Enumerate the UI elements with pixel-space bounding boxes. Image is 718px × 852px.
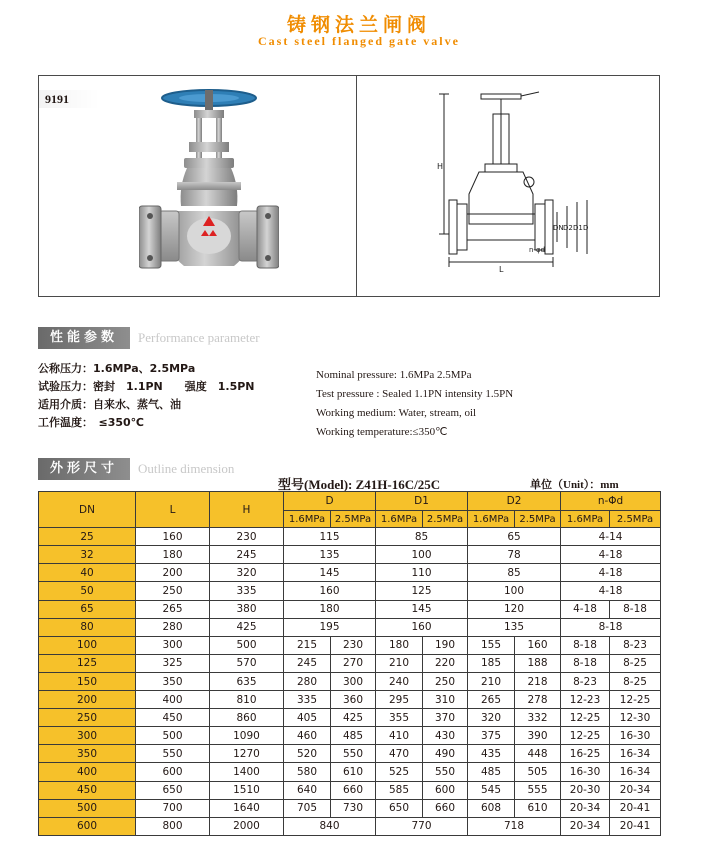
table-cell: 580 [284, 763, 331, 781]
table-cell: 210 [468, 672, 515, 690]
performance-heading-en: Performance parameter [138, 330, 260, 345]
table-cell: 85 [468, 564, 561, 582]
table-cell: 570 [210, 654, 284, 672]
drawing-label-d2: D2 [563, 224, 573, 232]
table-cell: 450 [39, 781, 136, 799]
table-cell: 545 [468, 781, 515, 799]
table-cell: 8-18 [561, 636, 610, 654]
header-pressure: 2.5MPa [515, 511, 561, 528]
table-row [39, 691, 661, 709]
table-cell: 245 [210, 546, 284, 564]
table-cell: 660 [331, 781, 376, 799]
table-cell: 700 [136, 799, 210, 817]
table-cell: 8-18 [610, 600, 661, 618]
table-cell: 125 [376, 582, 468, 600]
table-cell: 705 [284, 799, 331, 817]
table-cell: 200 [136, 564, 210, 582]
table-cell: 160 [515, 636, 561, 654]
product-figure [38, 75, 660, 297]
table-cell: 448 [515, 745, 561, 763]
header-l: L [136, 492, 210, 528]
table-row [39, 654, 661, 672]
table-cell: 335 [210, 582, 284, 600]
table-cell: 800 [136, 817, 210, 835]
table-cell: 16-30 [610, 727, 661, 745]
table-cell: 505 [515, 763, 561, 781]
table-cell: 430 [423, 727, 468, 745]
table-cell: 25 [39, 528, 136, 546]
table-cell: 300 [136, 636, 210, 654]
table-cell: 300 [39, 727, 136, 745]
table-cell: 20-34 [561, 817, 610, 835]
table-cell: 20-34 [610, 781, 661, 799]
table-cell: 380 [210, 600, 284, 618]
table-cell: 8-18 [561, 618, 661, 636]
table-row [39, 763, 661, 781]
table-cell: 350 [39, 745, 136, 763]
table-cell: 16-34 [610, 763, 661, 781]
table-cell: 115 [284, 528, 376, 546]
table-cell: 215 [284, 636, 331, 654]
table-cell: 300 [331, 672, 376, 690]
table-cell: 12-23 [561, 691, 610, 709]
performance-cn [38, 360, 255, 432]
table-cell: 155 [468, 636, 515, 654]
table-cell: 4-18 [561, 564, 661, 582]
valve-photo [139, 86, 279, 291]
title-cn: 铸钢法兰闸阀 [286, 14, 431, 36]
table-cell: 310 [423, 691, 468, 709]
table-cell: 608 [468, 799, 515, 817]
table-cell: 4-14 [561, 528, 661, 546]
table-cell: 325 [136, 654, 210, 672]
table-cell: 400 [136, 691, 210, 709]
table-cell: 125 [39, 654, 136, 672]
table-cell: 4-18 [561, 582, 661, 600]
table-cell: 610 [331, 763, 376, 781]
table-cell: 280 [136, 618, 210, 636]
table-cell: 180 [376, 636, 423, 654]
table-cell: 100 [39, 636, 136, 654]
header-d2: D2 [468, 492, 561, 511]
table-cell: 520 [284, 745, 331, 763]
drawing-label-dn: DN [553, 224, 564, 232]
table-cell: 280 [284, 672, 331, 690]
table-cell: 78 [468, 546, 561, 564]
table-cell: 350 [136, 672, 210, 690]
table-cell: 265 [468, 691, 515, 709]
header-pressure: 1.6MPa [284, 511, 331, 528]
table-cell: 600 [136, 763, 210, 781]
table-cell: 860 [210, 709, 284, 727]
table-row [39, 672, 661, 690]
table-cell: 8-23 [610, 636, 661, 654]
table-cell: 200 [39, 691, 136, 709]
table-cell: 8-25 [610, 672, 661, 690]
table-cell: 250 [39, 709, 136, 727]
table-cell: 16-25 [561, 745, 610, 763]
table-cell: 65 [468, 528, 561, 546]
table-cell: 2000 [210, 817, 284, 835]
table-cell: 355 [376, 709, 423, 727]
table-row [39, 817, 661, 835]
table-cell: 500 [210, 636, 284, 654]
table-cell: 555 [515, 781, 561, 799]
table-cell: 12-30 [610, 709, 661, 727]
table-cell: 370 [423, 709, 468, 727]
table-cell: 160 [376, 618, 468, 636]
header-h: H [210, 492, 284, 528]
table-row [39, 636, 661, 654]
table-cell: 188 [515, 654, 561, 672]
table-cell: 460 [284, 727, 331, 745]
performance-cn-line: 公称压力：1.6MPa、2.5MPa [38, 362, 196, 375]
table-cell: 135 [468, 618, 561, 636]
table-cell: 600 [39, 817, 136, 835]
table-cell: 8-25 [610, 654, 661, 672]
header-pressure: 1.6MPa [376, 511, 423, 528]
table-cell: 405 [284, 709, 331, 727]
table-cell: 20-41 [610, 799, 661, 817]
table-cell: 500 [39, 799, 136, 817]
table-cell: 150 [39, 672, 136, 690]
header-pressure: 1.6MPa [468, 511, 515, 528]
table-cell: 375 [468, 727, 515, 745]
performance-en-line: Working temperature:≤350℃ [316, 426, 448, 438]
drawing-label-nphid: n-φd [529, 246, 546, 254]
table-cell: 1090 [210, 727, 284, 745]
model-code: 9191 [39, 90, 99, 108]
table-cell: 410 [376, 727, 423, 745]
table-row [39, 618, 661, 636]
drawing-label-h: H [437, 162, 444, 171]
table-cell: 190 [423, 636, 468, 654]
table-row [39, 727, 661, 745]
table-cell: 500 [136, 727, 210, 745]
table-cell: 4-18 [561, 546, 661, 564]
table-cell: 770 [376, 817, 468, 835]
table-cell: 550 [331, 745, 376, 763]
table-row [39, 600, 661, 618]
performance-en [316, 366, 513, 442]
table-cell: 390 [515, 727, 561, 745]
performance-cn-line: 适用介质：自来水、蒸气、油 [38, 398, 181, 411]
table-cell: 8-23 [561, 672, 610, 690]
table-cell: 16-30 [561, 763, 610, 781]
table-cell: 145 [376, 600, 468, 618]
performance-en-line: Test pressure : Sealed 1.1PN intensity 1.5PN [316, 388, 514, 400]
dimension-table [38, 491, 661, 836]
table-cell: 50 [39, 582, 136, 600]
table-cell: 85 [376, 528, 468, 546]
table-cell: 485 [331, 727, 376, 745]
table-cell: 110 [376, 564, 468, 582]
performance-cn-line: 工作温度： ≤350℃ [38, 416, 144, 429]
table-cell: 635 [210, 672, 284, 690]
table-cell: 4-18 [561, 600, 610, 618]
table-cell: 220 [423, 654, 468, 672]
header-pressure: 2.5MPa [610, 511, 661, 528]
table-row [39, 582, 661, 600]
table-cell: 12-25 [561, 727, 610, 745]
table-cell: 490 [423, 745, 468, 763]
table-cell: 145 [284, 564, 376, 582]
table-cell: 240 [376, 672, 423, 690]
table-cell: 335 [284, 691, 331, 709]
table-cell: 485 [468, 763, 515, 781]
table-cell: 1510 [210, 781, 284, 799]
table-cell: 32 [39, 546, 136, 564]
table-cell: 8-18 [561, 654, 610, 672]
table-cell: 180 [136, 546, 210, 564]
table-cell: 120 [468, 600, 561, 618]
table-cell: 180 [284, 600, 376, 618]
drawing-label-l: L [499, 265, 504, 274]
table-cell: 135 [284, 546, 376, 564]
header-d1: D1 [376, 492, 468, 511]
performance-heading-cn: 性能参数 [38, 327, 130, 349]
header-pressure: 1.6MPa [561, 511, 610, 528]
outline-heading-en: Outline dimension [138, 461, 235, 476]
table-row [39, 781, 661, 799]
table-cell: 1400 [210, 763, 284, 781]
table-cell: 250 [136, 582, 210, 600]
performance-en-line: Nominal pressure: 1.6MPa 2.5MPa [316, 369, 472, 381]
table-cell: 1270 [210, 745, 284, 763]
table-cell: 218 [515, 672, 561, 690]
title-en: Cast steel flanged gate valve [258, 34, 460, 48]
table-cell: 20-41 [610, 817, 661, 835]
drawing-label-d1: D1 [573, 224, 583, 232]
table-cell: 470 [376, 745, 423, 763]
table-cell: 12-25 [561, 709, 610, 727]
table-cell: 160 [284, 582, 376, 600]
table-row [39, 745, 661, 763]
table-cell: 660 [423, 799, 468, 817]
table-cell: 450 [136, 709, 210, 727]
table-cell: 1640 [210, 799, 284, 817]
table-cell: 425 [331, 709, 376, 727]
table-cell: 40 [39, 564, 136, 582]
figure-divider [356, 76, 357, 296]
table-cell: 360 [331, 691, 376, 709]
table-cell: 600 [423, 781, 468, 799]
table-cell: 400 [39, 763, 136, 781]
header-dn: DN [39, 492, 136, 528]
drawing-label-d: D [583, 224, 589, 232]
table-row [39, 799, 661, 817]
table-cell: 550 [423, 763, 468, 781]
valve-drawing [429, 84, 629, 289]
table-cell: 650 [376, 799, 423, 817]
performance-en-line: Working medium: Water, stream, oil [316, 407, 477, 419]
outline-heading-cn: 外形尺寸 [38, 458, 130, 480]
table-cell: 12-25 [610, 691, 661, 709]
table-cell: 185 [468, 654, 515, 672]
table-cell: 278 [515, 691, 561, 709]
table-row [39, 528, 661, 546]
performance-cn-line: 试验压力：密封 1.1PN 强度 1.5PN [38, 380, 255, 393]
table-cell: 840 [284, 817, 376, 835]
header-pressure: 2.5MPa [423, 511, 468, 528]
table-cell: 65 [39, 600, 136, 618]
header-n-phid: n-Φd [561, 492, 661, 511]
table-cell: 270 [331, 654, 376, 672]
table-cell: 295 [376, 691, 423, 709]
table-cell: 585 [376, 781, 423, 799]
model-label: 型号(Model): Z41H-16C/25C [278, 477, 441, 492]
table-cell: 810 [210, 691, 284, 709]
table-cell: 230 [210, 528, 284, 546]
table-cell: 245 [284, 654, 331, 672]
table-cell: 640 [284, 781, 331, 799]
table-cell: 160 [136, 528, 210, 546]
table-cell: 100 [468, 582, 561, 600]
table-row [39, 564, 661, 582]
table-cell: 210 [376, 654, 423, 672]
table-cell: 525 [376, 763, 423, 781]
table-cell: 100 [376, 546, 468, 564]
table-cell: 332 [515, 709, 561, 727]
table-cell: 195 [284, 618, 376, 636]
table-cell: 16-34 [610, 745, 661, 763]
table-cell: 320 [210, 564, 284, 582]
table-cell: 730 [331, 799, 376, 817]
table-cell: 80 [39, 618, 136, 636]
table-cell: 650 [136, 781, 210, 799]
table-cell: 20-34 [561, 799, 610, 817]
table-cell: 718 [468, 817, 561, 835]
table-cell: 20-30 [561, 781, 610, 799]
table-cell: 320 [468, 709, 515, 727]
table-cell: 230 [331, 636, 376, 654]
header-pressure: 2.5MPa [331, 511, 376, 528]
table-cell: 425 [210, 618, 284, 636]
table-cell: 265 [136, 600, 210, 618]
table-cell: 550 [136, 745, 210, 763]
table-row [39, 546, 661, 564]
table-cell: 435 [468, 745, 515, 763]
table-cell: 610 [515, 799, 561, 817]
unit-label: 单位（Unit）：mm [530, 479, 619, 491]
header-d: D [284, 492, 376, 511]
table-row [39, 709, 661, 727]
table-cell: 250 [423, 672, 468, 690]
